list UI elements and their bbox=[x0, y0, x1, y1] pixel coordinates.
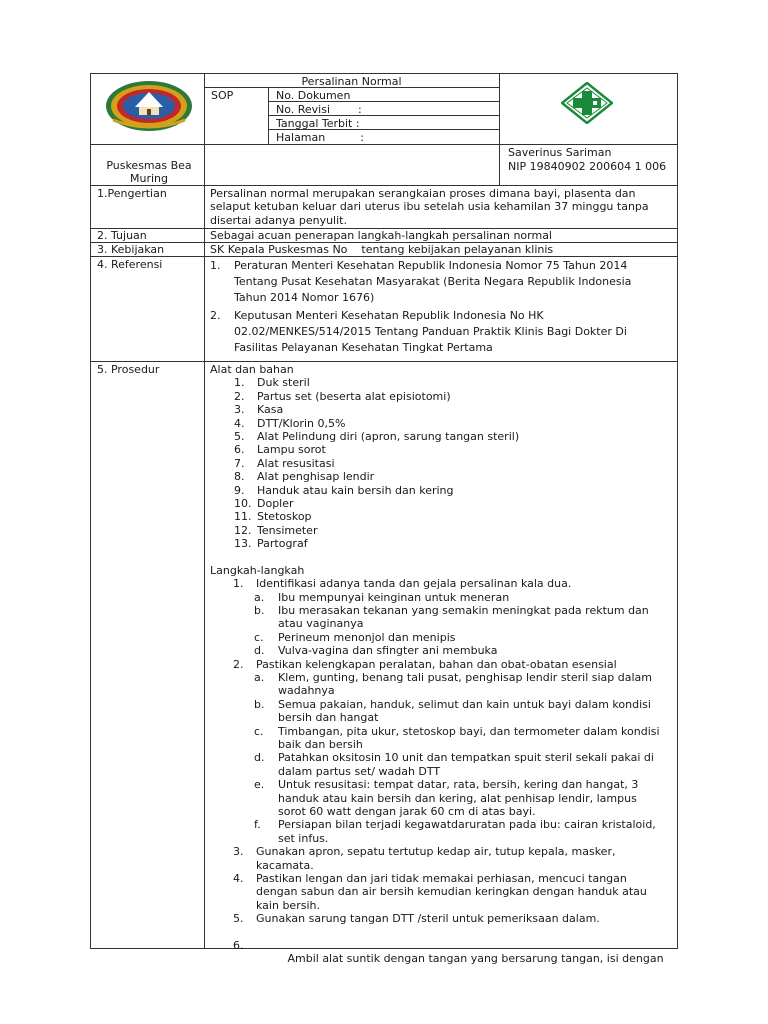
row-pengertian bbox=[91, 186, 677, 229]
regency-logo bbox=[105, 80, 193, 132]
step-item: 1. Identifikasi adanya tanda dan gejala persalinan kala dua. bbox=[233, 577, 572, 591]
sop-header bbox=[91, 74, 677, 186]
alat-item: 3. Kasa bbox=[234, 403, 284, 417]
sop-label: SOP bbox=[211, 89, 234, 102]
step-item: 6. Ambil alat suntik dengan tangan yang bersarung tangan, isi dengan bbox=[233, 939, 664, 966]
row-kebijakan bbox=[91, 243, 677, 257]
signer-nip: NIP 19840902 200604 1 006 bbox=[508, 160, 667, 173]
alat-item: 2. Partus set (beserta alat episiotomi) bbox=[234, 389, 451, 403]
organization-name: Puskesmas Bea Muring bbox=[106, 159, 192, 186]
substep-item: e. Untuk resusitasi: tempat datar, rata, bersih, kering dan hangat, 3 handuk atau kain bersih dan kering, alat penhisap lendir, lampus sorot 60 watt dengan jarak 60 cm di atas bayi. bbox=[254, 778, 639, 818]
label-prosedur: 5. Prosedur bbox=[97, 363, 160, 376]
substep-item: c. Timbangan, pita ukur, stetoskop bayi, dan termometer dalam kondisi baik dan bersih bbox=[254, 724, 660, 751]
puskesmas-cross-logo bbox=[561, 82, 613, 124]
step1-sublist bbox=[210, 591, 670, 658]
alat-item: 11. Stetoskop bbox=[234, 510, 312, 524]
alat-list bbox=[234, 376, 670, 550]
substep-item: c. Perineum menonjol dan menipis bbox=[254, 630, 456, 644]
alat-heading: Alat dan bahan bbox=[210, 363, 294, 376]
substep-item: d. Vulva-vagina dan sfingter ani membuka bbox=[254, 644, 498, 658]
row-prosedur bbox=[91, 362, 677, 966]
alat-item: 5. Alat Pelindung diri (apron, sarung tangan steril) bbox=[234, 430, 520, 444]
langkah-heading: Langkah-langkah bbox=[210, 563, 305, 577]
field-tanggal-terbit: Tanggal Terbit : bbox=[276, 117, 360, 130]
reference-item: 2. Keputusan Menteri Kesehatan Republik Indonesia No HK 02.02/MENKES/514/2015 Tentang Panduan Praktik Klinis Bagi Dokter Di Fasilitas Pelayanan Kesehatan Tingkat Pertama bbox=[210, 309, 627, 354]
alat-item: 12. Tensimeter bbox=[234, 523, 318, 537]
alat-item: 9. Handuk atau kain bersih dan kering bbox=[234, 483, 454, 497]
sop-document bbox=[90, 73, 678, 966]
label-kebijakan: 3. Kebijakan bbox=[97, 243, 165, 256]
label-tujuan: 2. Tujuan bbox=[97, 229, 147, 242]
field-halaman: Halaman : bbox=[276, 131, 364, 144]
signer-name: Saverinus Sariman bbox=[508, 146, 612, 159]
alat-item: 4. DTT/Klorin 0,5% bbox=[234, 416, 346, 430]
alat-item: 6. Lampu sorot bbox=[234, 443, 326, 457]
text-tujuan: Sebagai acuan penerapan langkah-langkah persalinan normal bbox=[210, 229, 552, 242]
label-pengertian: 1.Pengertian bbox=[97, 187, 167, 200]
alat-item: 10. Dopler bbox=[234, 497, 294, 511]
document-title: Persalinan Normal bbox=[301, 75, 402, 88]
step2-sublist bbox=[210, 671, 670, 845]
step-item: 4. Pastikan lengan dan jari tidak memakai perhiasan, mencuci tangan dengan sabun dan air bersih kemudian keringkan dengan handuk atau kain bersih. bbox=[233, 872, 647, 912]
substep-item: b. Ibu merasakan tekanan yang semakin meningkat pada rektum dan atau vaginanya bbox=[254, 603, 649, 631]
substep-item: a. Klem, gunting, benang tali pusat, penghisap lendir steril siap dalam wadahnya bbox=[254, 670, 653, 698]
row-referensi bbox=[91, 257, 677, 362]
step-item: 3. Gunakan apron, sepatu tertutup kedap air, tutup kepala, masker, kacamata. bbox=[233, 845, 616, 872]
reference-item: 1. Peraturan Menteri Kesehatan Republik Indonesia Nomor 75 Tahun 2014 Tentang Pusat Kesehatan Masyarakat (Berita Negara Republik Indonesia Tahun 2014 Nomor 1676) bbox=[210, 259, 632, 304]
alat-item: 1. Duk steril bbox=[234, 376, 310, 390]
row-tujuan bbox=[91, 229, 677, 243]
text-kebijakan: SK Kepala Puskesmas No tentang kebijakan pelayanan klinis bbox=[210, 243, 554, 256]
field-no-revisi: No. Revisi : bbox=[276, 103, 362, 116]
label-referensi: 4. Referensi bbox=[97, 258, 163, 271]
substep-item: a. Ibu mempunyai keinginan untuk meneran bbox=[254, 590, 510, 604]
step-item: 2. Pastikan kelengkapan peralatan, bahan dan obat-obatan esensial bbox=[233, 657, 617, 671]
substep-item: b. Semua pakaian, handuk, selimut dan kain untuk bayi dalam kondisi bersih dan hangat bbox=[254, 697, 651, 725]
step-item: 5. Gunakan sarung tangan DTT /steril untuk pemeriksaan dalam. bbox=[233, 912, 600, 926]
text-pengertian: Persalinan normal merupakan serangkaian proses dimana bayi, plasenta dan selaput ketuban keluar dari uterus ibu setelah usia kehamilan 37 minggu tanpa disertai adanya penyulit. bbox=[210, 187, 649, 227]
field-no-dokumen: No. Dokumen bbox=[276, 89, 351, 102]
substep-item: f. Persiapan bilan terjadi kegawatdaruratan pada ibu: cairan kristaloid, set infus. bbox=[254, 818, 656, 845]
alat-item: 7. Alat resusitasi bbox=[234, 456, 335, 470]
alat-item: 8. Alat penghisap lendir bbox=[234, 470, 375, 484]
alat-item: 13. Partograf bbox=[234, 537, 308, 551]
substep-item: d. Patahkan oksitosin 10 unit dan tempatkan spuit steril sekali pakai di dalam partus set/ wadah DTT bbox=[254, 751, 654, 778]
